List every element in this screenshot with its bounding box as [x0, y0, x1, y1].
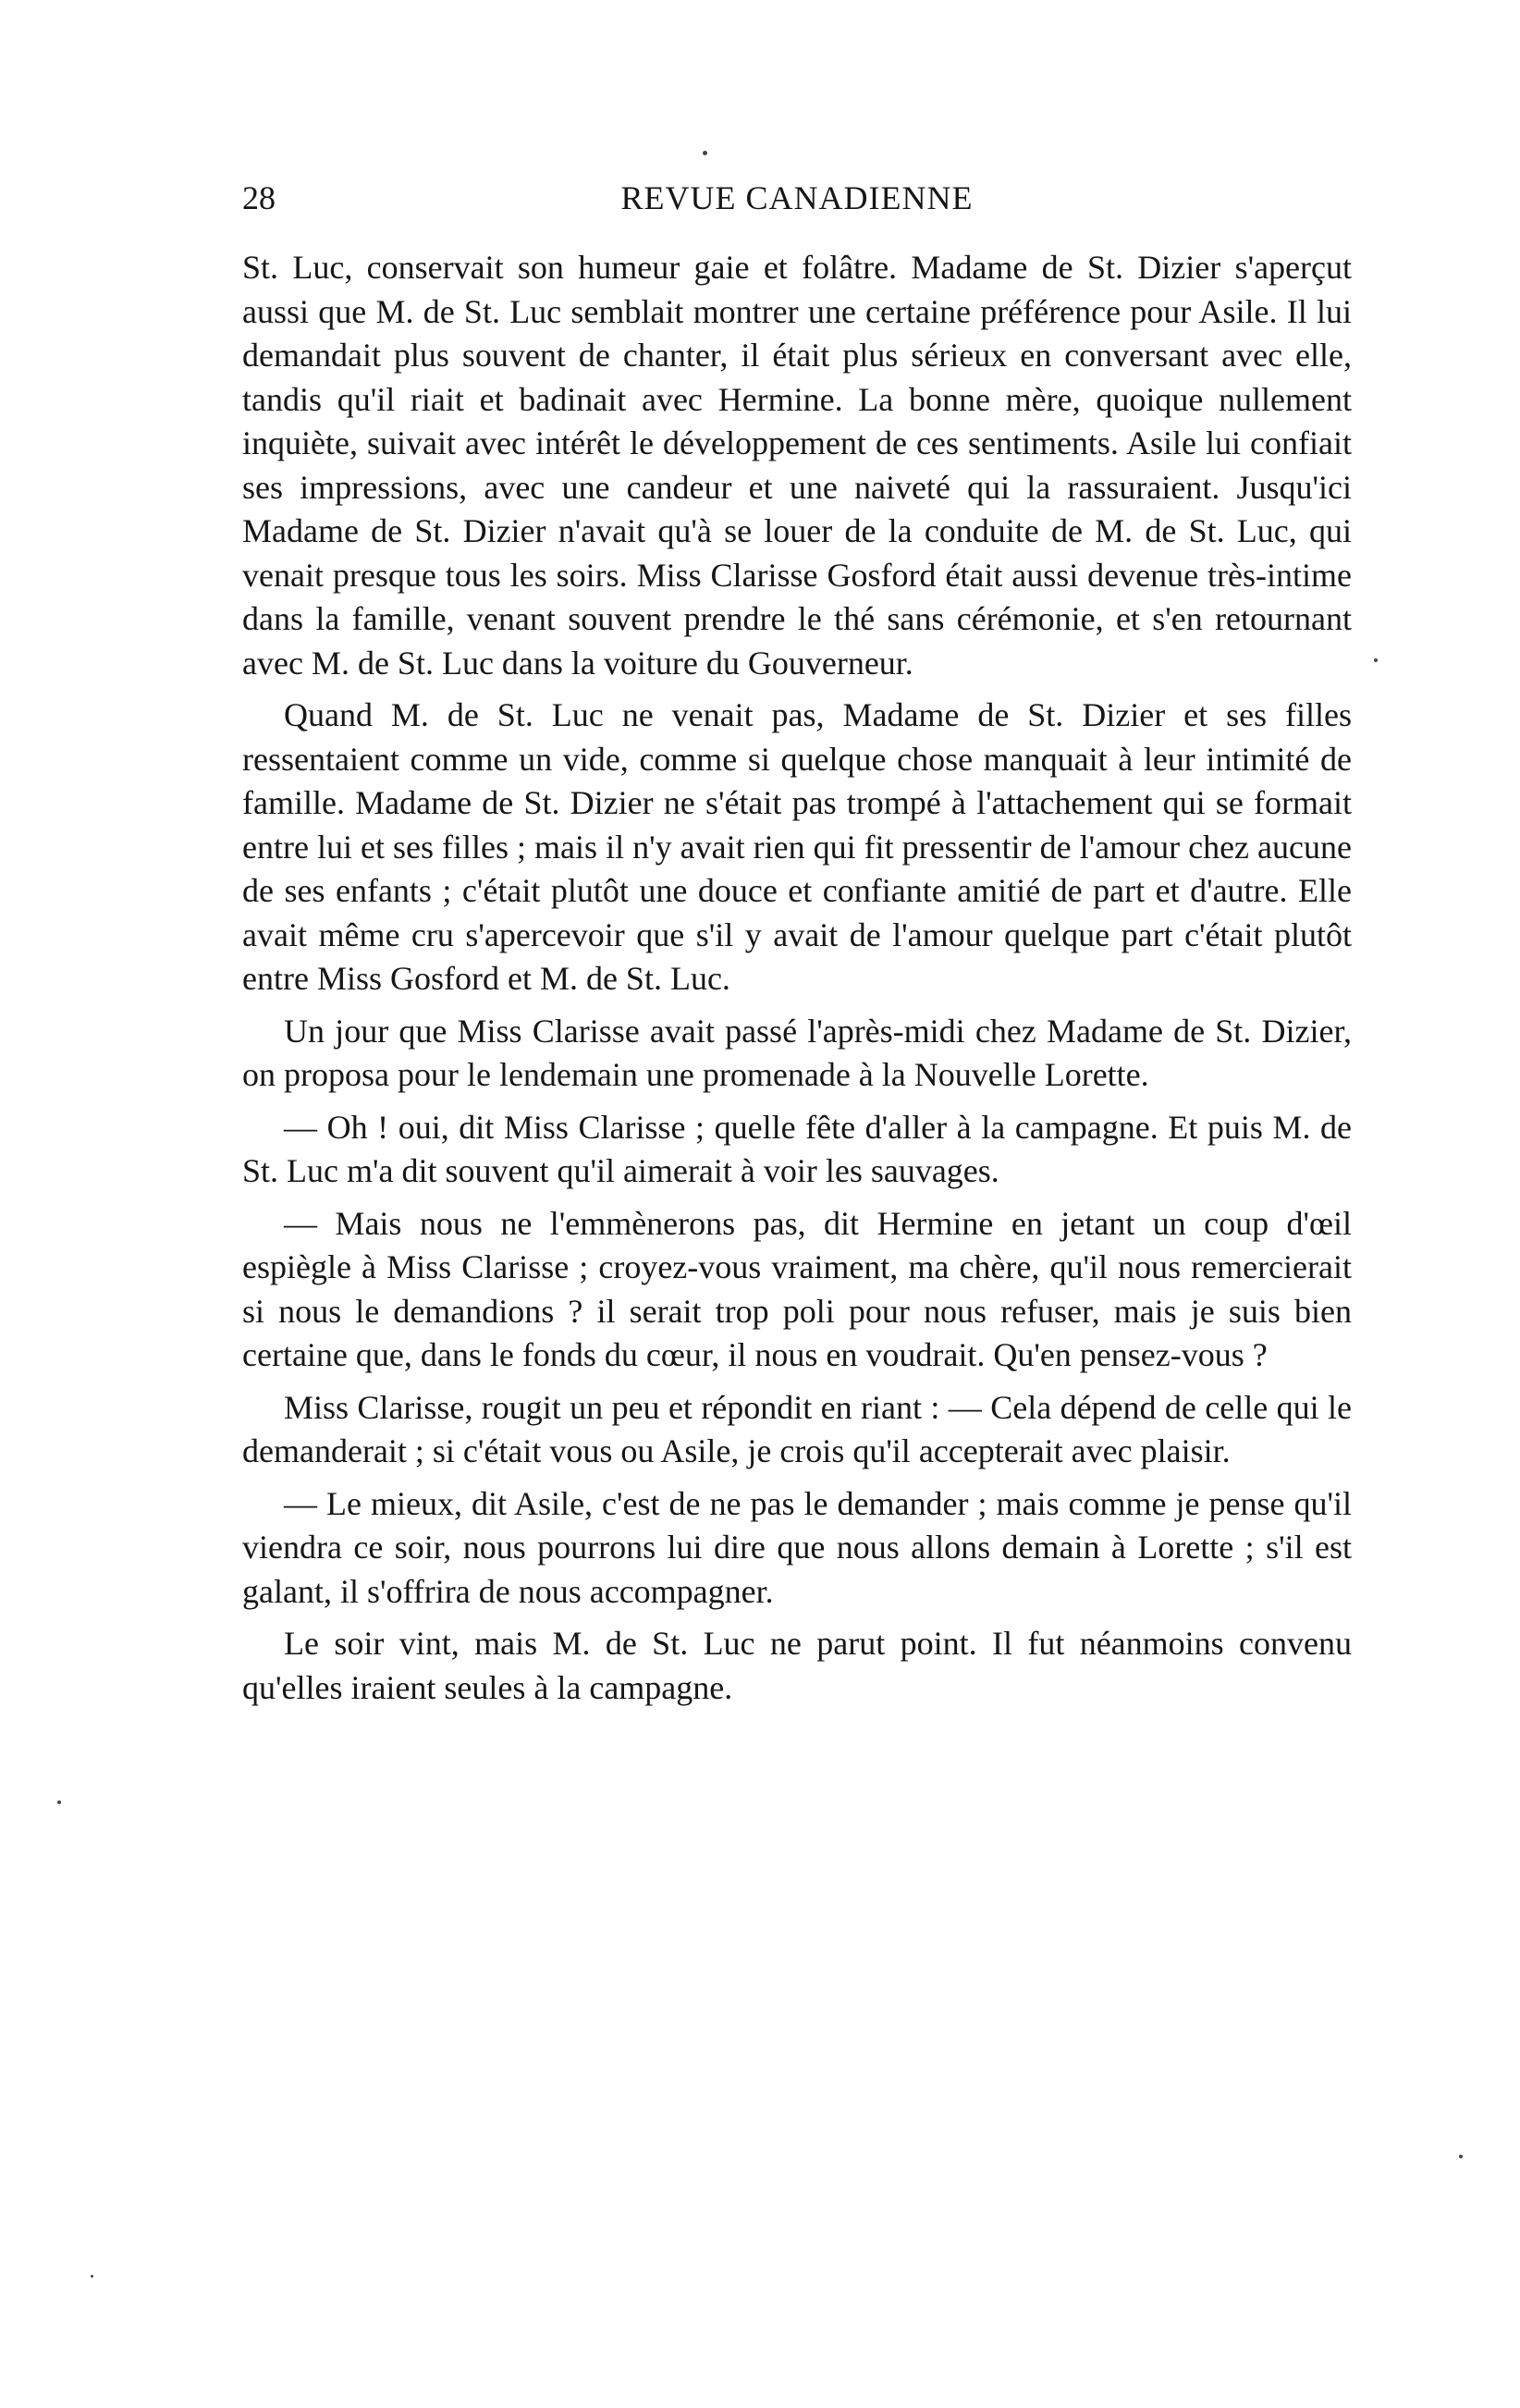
- running-head: REVUE CANADIENNE: [620, 179, 974, 216]
- paragraph-8: Le soir vint, mais M. de St. Luc ne parut point. Il fut néanmoins convenu qu'elles iraient seules à la campagne.: [242, 1625, 1352, 1706]
- paragraph-6: Miss Clarisse, rougit un peu et répondit en riant : — Cela dépend de celle qui le demanderait ; si c'était vous ou Asile, je crois qu'il accepterait avec plaisir.: [242, 1388, 1352, 1469]
- paragraph-5: — Mais nous ne l'emmènerons pas, dit Hermine en jetant un coup d'œil espiègle à Miss Clarisse ; croyez-vous vraiment, ma chère, qu'il nous remercierait si nous le demandions ? il serait trop poli pour nous refuser, mais je suis bien certaine que, dans le fonds du cœur, il nous en voudrait. Qu'en pensez-vous ?: [242, 1204, 1352, 1373]
- paragraph-1: St. Luc, conservait son humeur gaie et folâtre. Madame de St. Dizier s'aperçut aussi que M. de St. Luc semblait montrer une certaine préférence pour Asile. Il lui demandait plus souvent de chanter, il était plus sérieux en conversant avec elle, tandis qu'il riait et badinait avec Hermine. La bonne mère, quoique nullement inquiète, suivait avec intérêt le développement de ces sentiments. Asile lui confiait ses impressions, avec une candeur et une naiveté qui la rassuraient. Jusqu'ici Madame de St. Dizier n'avait qu'à se louer de la conduite de M. de St. Luc, qui venait presque tous les soirs. Miss Clarisse Gosford était aussi devenue très-intime dans la famille, venant souvent prendre le thé sans cérémonie, et s'en retournant avec M. de St. Luc dans la voiture du Gouverneur.: [242, 249, 1352, 682]
- page-header: [242, 172, 1352, 224]
- body-text: [242, 246, 1352, 1718]
- paragraph-3: Un jour que Miss Clarisse avait passé l'après-midi chez Madame de St. Dizier, on proposa pour le lendemain une promenade à la Nouvelle Lorette.: [242, 1012, 1352, 1093]
- print-speck: [1374, 658, 1378, 662]
- print-speck: [91, 2275, 93, 2278]
- page-number: 28: [242, 179, 276, 216]
- paragraph-4: — Oh ! oui, dit Miss Clarisse ; quelle fête d'aller à la campagne. Et puis M. de St. Luc m'a dit souvent qu'il aimerait à voir les sauvages.: [242, 1108, 1352, 1189]
- print-speck: [1459, 2155, 1463, 2158]
- print-speck: [703, 151, 707, 155]
- print-speck: [57, 1800, 61, 1804]
- paragraph-2: Quand M. de St. Luc ne venait pas, Madame de St. Dizier et ses filles ressentaient comme un vide, comme si quelque chose manquait à leur intimité de famille. Madame de St. Dizier ne s'était pas trompé à l'attachement qui se formait entre lui et ses filles ; mais il n'y avait rien qui fit pressentir de l'amour chez aucune de ses enfants ; c'était plutôt une douce et confiante amitié de part et d'autre. Elle avait même cru s'apercevoir que s'il y avait de l'amour quelque part c'était plutôt entre Miss Gosford et M. de St. Luc.: [242, 696, 1352, 997]
- paragraph-7: — Le mieux, dit Asile, c'est de ne pas le demander ; mais comme je pense qu'il viendra ce soir, nous pourrons lui dire que nous allons demain à Lorette ; s'il est galant, il s'offrira de nous accompagner.: [242, 1484, 1352, 1610]
